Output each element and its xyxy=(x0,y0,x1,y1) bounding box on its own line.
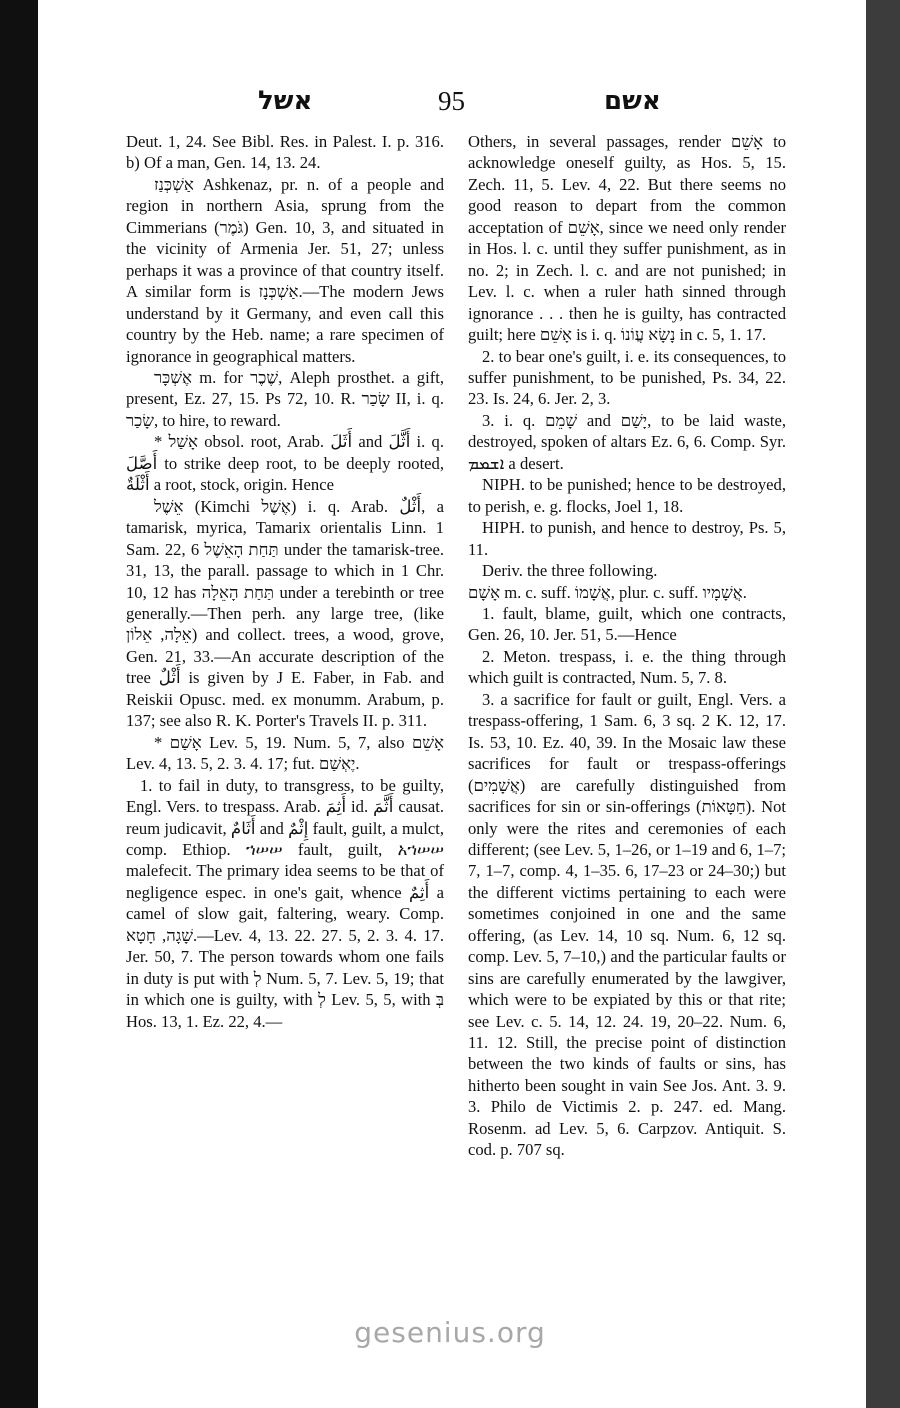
entry-paragraph: Deut. 1, 24. See Bibl. Res. in Palest. I. p. 316. b) Of a man, Gen. 14, 13. 24. xyxy=(126,132,444,173)
entry-eshkar: אֶשְׁכָּר m. for שֶׁכֶר, Aleph prosthet. a gift, present, Ez. 27, 15. Ps 72, 10. R. שָׂכַר II, i. q. שָׂכַר, to hire, to reward. xyxy=(126,367,444,430)
entry-noun-sense-3: 3. a sacrifice for fault or guilt, Engl. Vers. a trespass-offering, 1 Sam. 6, 3 sq. 2 K. 12, 17. Is. 53, 10. Ez. 40, 39. In the Mosaic law these sacrifices for fault or trespass-offerings (אֲשָׁמִים) are carefully distinguished from sacrifices for sin or sin-offerings (חַטָּאוֹת). Not only were the rites and ceremonies of each different; (see Lev. 5, 1–26, or 1–19 and 6, 1–7; 7, 1–7, comp. 4, 1–35. 6, 17–23 or 24–30;) but the different victims pertaining to each were sometimes conjoined in one and the same offering, (as Lev. 14, 10 sq. Num. 6, 12 sq. comp. Lev. 5, 7–10,) and the particular faults or sins are carefully enumerated by the lawgiver, which were to be expiated by this or that rite; see Lev. c. 5. 14, 12. 24. 19, 20–22. Num. 6, 11. 12. Still, the precise point of distinction between the two kinds of faults or sins, has hitherto been sought in vain See Jos. Ant. 3. 9. 3. Philo de Victimis 2. p. 247. ed. Mang. Rosenm. ad Lev. 5, 6. Carpzov. Antiquit. S. cod. p. 707 sq. xyxy=(468,689,786,1160)
entry-sense-2: 2. to bear one's guilt, i. e. its consequences, to suffer punishment, to be punished, Ps. 34, 22. 23. Is. 24, 6. Jer. 2, 3. xyxy=(468,346,786,409)
running-head-right: אשם xyxy=(604,86,661,116)
entry-asham-verb: * אָשַׁם Lev. 5, 19. Num. 5, 7, also אָשֵׁם Lev. 4, 13. 5, 2. 3. 4. 17; fut. יֶאְשַׁם. xyxy=(126,732,445,774)
entry-asham-noun: אָשָׁם m. c. suff. אֲשָׁמוֹ, plur. c. suff. אֲשָׁמָיו. xyxy=(468,582,747,602)
watermark: gesenius.org xyxy=(354,1316,546,1349)
entry-niphal: NIPH. to be punished; hence to be destroyed, to perish, e. g. flocks, Joel 1, 18. xyxy=(468,475,786,516)
entry-eshel: אֵשֶׁל (Kimchi אֶשֶׁל) i. q. Arab. أَثْلٌ, a tamarisk, myrica, Tamarix orientalis Linn. 1 Sam. 22, 6 תַּחַת הָאֵשֶׁל under the tamarisk-tree. 31, 13, the parall. passage to which in 1 Chr. 10, 12 has תַּחַת הָאֵלָה under a terebinth or tree generally.—Then perh. any large tree, (like אֵלָה, אֵלוֹן) and collect. trees, a wood, grove, Gen. 21, 33.—An accurate description of the tree أَثْلٌ is given by J E. Faber, in Fab. and Reiskii Opusc. med. ex monumm. Arabum, p. 137; see also R. K. Porter's Travels II. p. 311. xyxy=(126,496,445,731)
entry-noun-sense-1: 1. fault, blame, guilt, which one contracts, Gen. 26, 10. Jer. 51, 5.—Hence xyxy=(468,603,786,645)
entry-sense-3: 3. i. q. שָׁמֵם and יָשַׁם, to be laid waste, destroyed, spoken of altars Ez. 6, 6. Comp. Syr. ܐܫܡܡ a desert. xyxy=(468,410,786,473)
entry-ashal-root: * אָשַׁל obsol. root, Arab. أَثَلَ and أَثَّلَ i. q. أَصَّلَ to strike deep root, to be deeply rooted, أَثْلَةٌ a root, stock, origin. Hence xyxy=(126,432,444,495)
entry-ashkenaz: אַשְׁכְּנַז Ashkenaz, pr. n. of a people and region in northern Asia, sprung from the Cimmerians (גֹּמֶר) Gen. 10, 3, and situated in the vicinity of Armenia Jer. 51, 27; unless perhaps it was a province of that country itself. A similar form is אַשְׁכְּנָז.—The modern Jews understand by it Germany, and even call this country by the Heb. name; a rare specimen of ignorance in geographical matters. xyxy=(126,174,444,366)
book-spine-shadow xyxy=(0,0,38,1408)
entry-hiphil: HIPH. to punish, and hence to destroy, Ps. 5, 11. xyxy=(468,518,786,559)
entry-paragraph: Others, in several passages, render אָשֵׁם to acknowledge oneself guilty, as Hos. 5, 15. Zech. 11, 5. Lev. 4, 22. But there seems no good reason to depart from the common acceptation of אָשֵׁם, since we need only render in Hos. l. c. until they suffer punishment, as in no. 2; in Zech. l. c. and are not punished; in Lev. l. c. when a ruler hath sinned through ignorance . . . then he is guilty, has contracted guilt; here אָשֵׁם is i. q. נָשָׂא עֲוֹנוֹ in c. 5, 1. 17. xyxy=(468,132,786,345)
right-column xyxy=(468,131,786,1161)
binding-hole xyxy=(4,227,13,236)
entry-asham-sense-1: 1. to fail in duty, to transgress, to be guilty, Engl. Vers. to trespass. Arab. أَثِمَ id. أَثَّمَ causat. reum judicavit, أَثَامٌ and إِثْمٌ fault, guilt, a mulct, comp. Ethiop. ኀሠሠ fault, guilt, አኀሠሠ malefecit. The primary idea seems to be that of negligence espec. in one's gait, whence أَثِمٌ a camel of slow gait, faltering, weary. Comp. שָׁגָה, חָטָא.—Lev. 4, 13. 22. 27. 5, 2. 3. 4. 17. Jer. 50, 7. The person towards whom one fails in duty is put with לְ Num. 5, 7. Lev. 5, 19; that in which one is guilty, with לְ Lev. 5, 5, with בְּ Hos. 13, 1. Ez. 22, 4.— xyxy=(126,775,444,1031)
left-column xyxy=(126,131,444,1032)
running-head-left: אשל xyxy=(258,86,313,116)
entry-derivatives: Deriv. the three following. xyxy=(482,561,658,581)
entry-noun-sense-2: 2. Meton. trespass, i. e. the thing through which guilt is contracted, Num. 5, 7. 8. xyxy=(468,646,786,688)
page-number: 95 xyxy=(438,86,465,116)
page-edge-shadow xyxy=(866,0,900,1408)
